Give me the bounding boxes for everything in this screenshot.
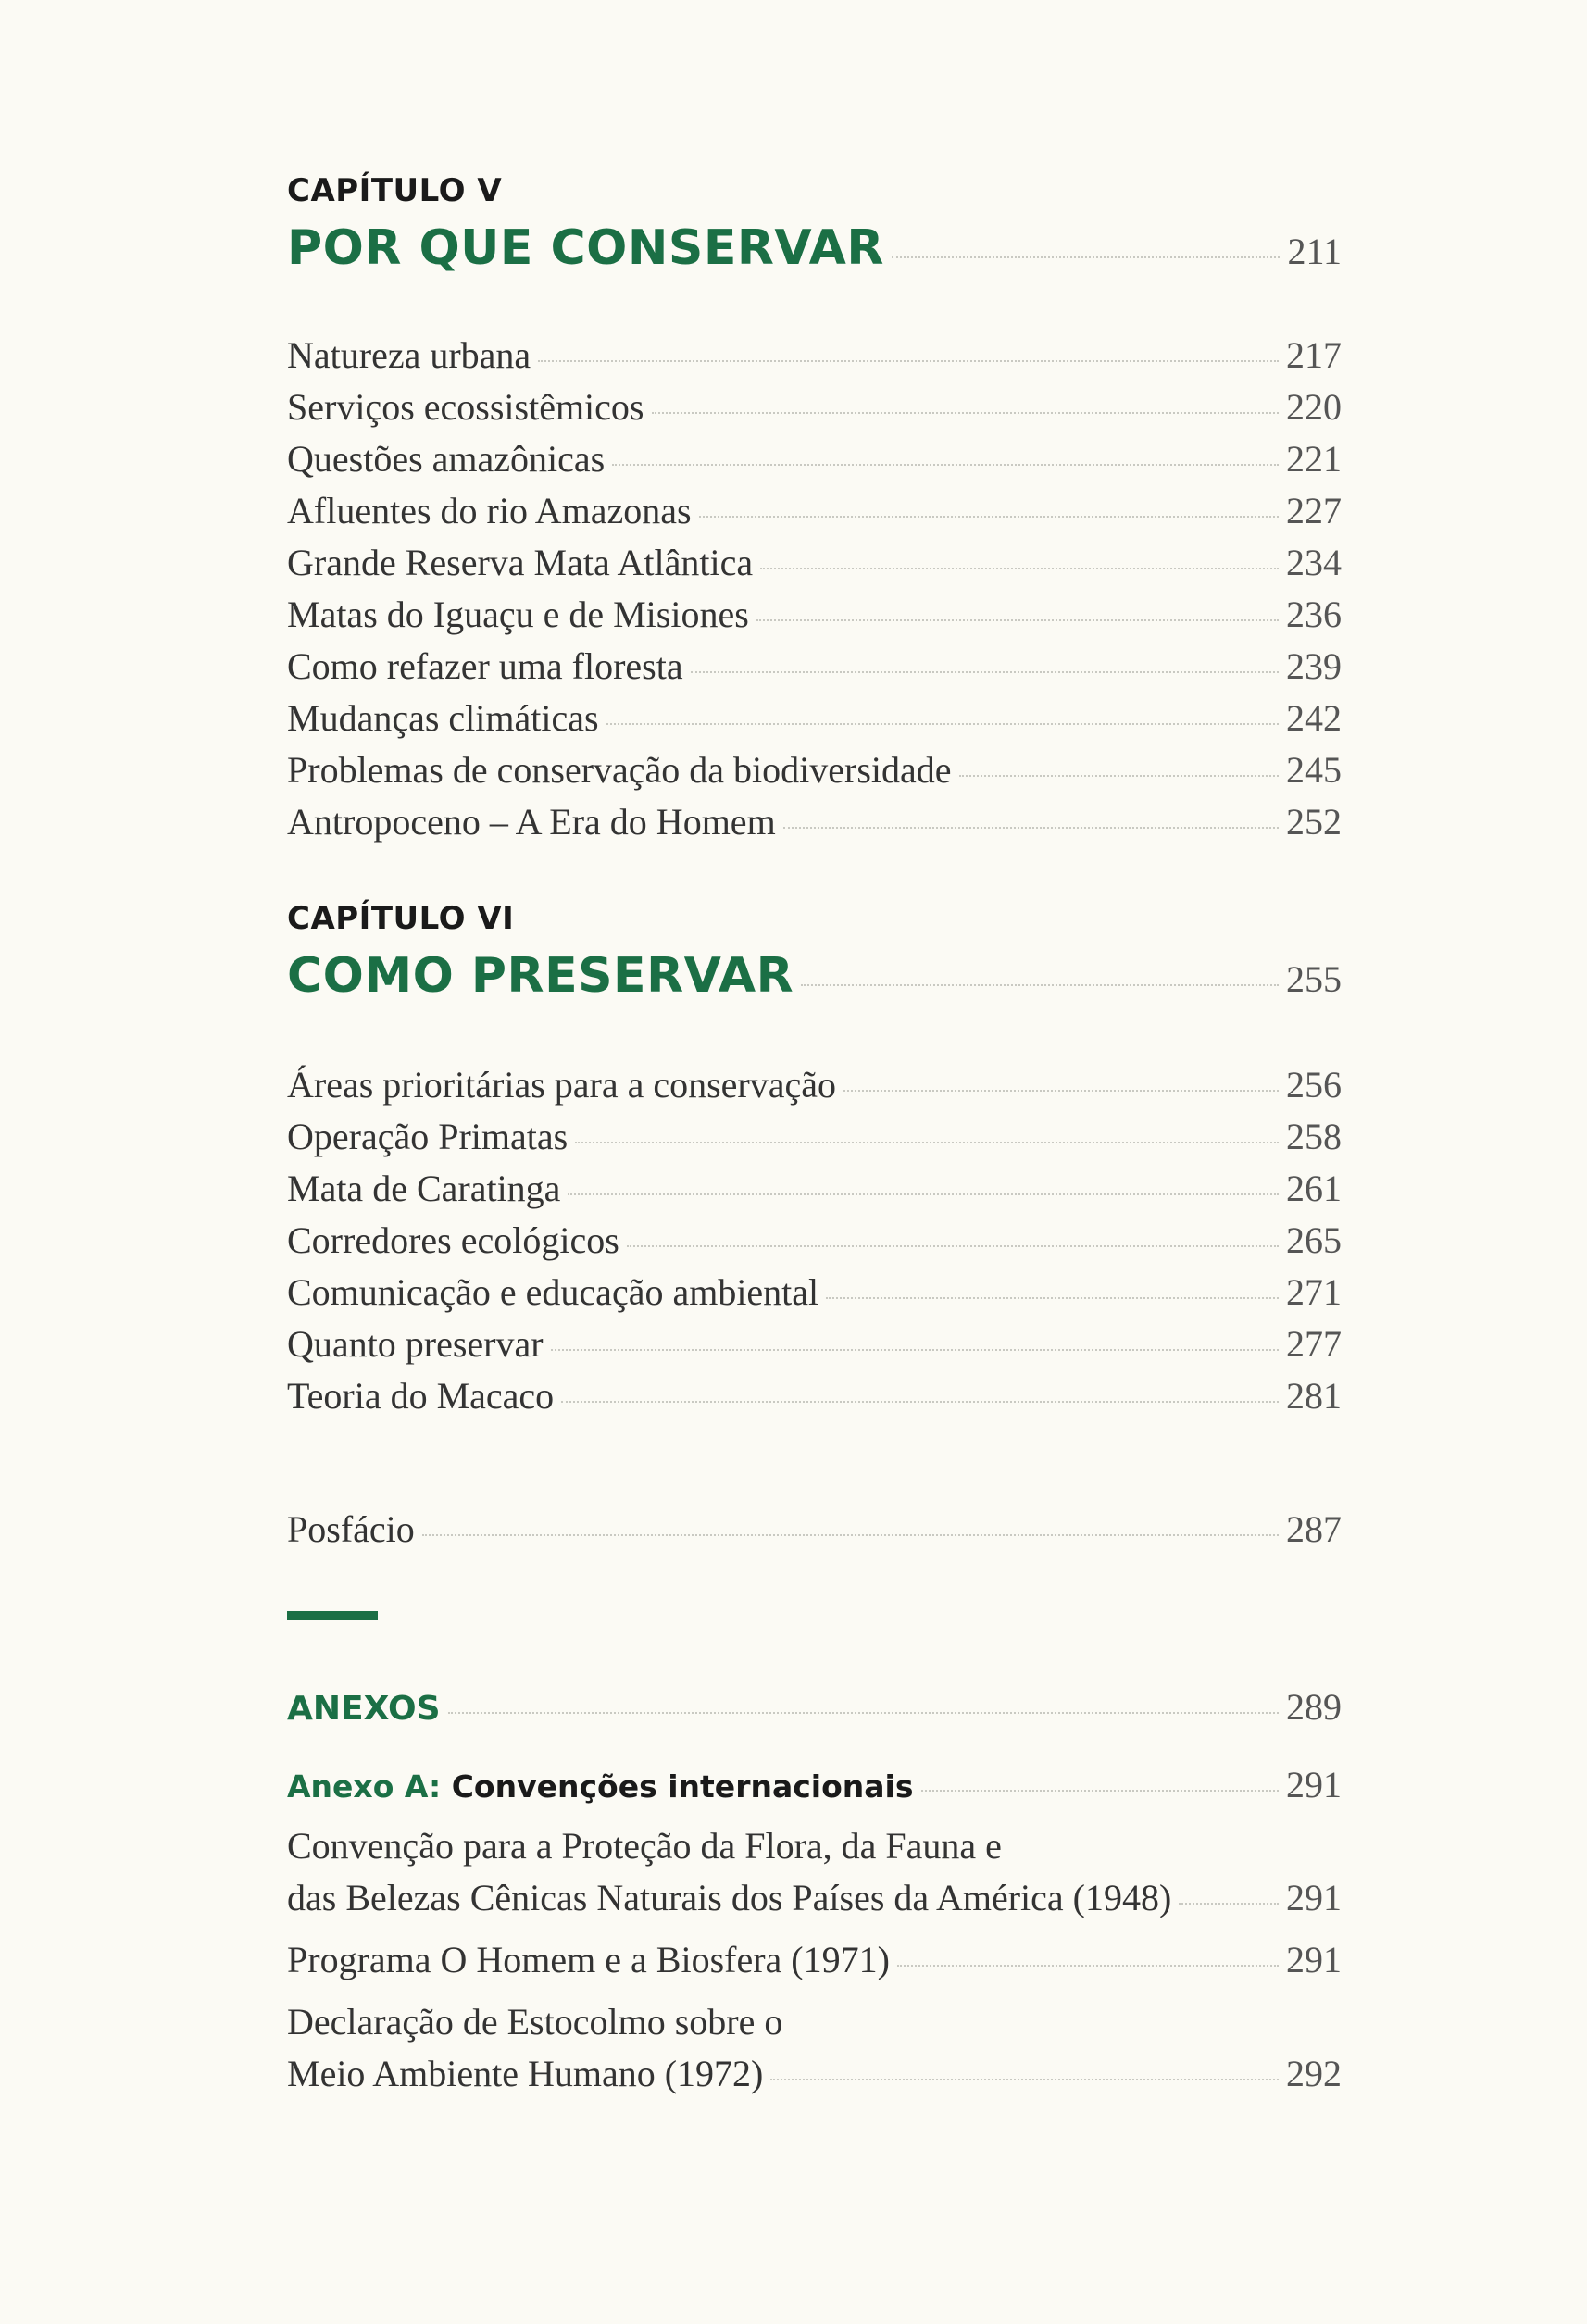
dot-leader xyxy=(448,1712,1279,1714)
entry-page: 261 xyxy=(1286,1168,1342,1209)
chapter-6-heading[interactable] xyxy=(287,948,1342,1004)
entry-title: Mudanças climáticas xyxy=(287,697,599,739)
dot-leader xyxy=(691,671,1279,673)
dot-leader xyxy=(959,775,1279,777)
toc-entry[interactable] xyxy=(287,489,1342,532)
anexos-title: ANEXOS xyxy=(287,1690,441,1728)
entry-title: Afluentes do rio Amazonas xyxy=(287,490,692,531)
entry-title: Problemas de conservação da biodiversidade xyxy=(287,749,952,791)
entry-page: 281 xyxy=(1286,1375,1342,1417)
annex-a-title: Convenções internacionais xyxy=(451,1768,914,1805)
entry-page: 236 xyxy=(1286,593,1342,635)
entry-page: 227 xyxy=(1286,490,1342,531)
toc-entry[interactable] xyxy=(287,696,1342,740)
dot-leader xyxy=(568,1193,1279,1195)
entry-page: 239 xyxy=(1286,645,1342,687)
toc-entry[interactable] xyxy=(287,800,1342,843)
annex-a-heading[interactable] xyxy=(287,1763,1342,1806)
dot-leader xyxy=(801,984,1279,986)
entry-title: Como refazer uma floresta xyxy=(287,645,683,687)
toc-entry[interactable] xyxy=(287,385,1342,429)
toc-entry[interactable] xyxy=(287,1270,1342,1314)
toc-entry[interactable] xyxy=(287,1374,1342,1418)
chapter-6-title: COMO PRESERVAR xyxy=(287,948,794,1004)
toc-entry[interactable] xyxy=(287,541,1342,584)
dot-leader xyxy=(627,1245,1279,1247)
entry-page: 271 xyxy=(1286,1271,1342,1313)
toc-entry[interactable] xyxy=(287,644,1342,688)
entry-title: Antropoceno – A Era do Homem xyxy=(287,801,776,843)
toc-entry[interactable] xyxy=(287,1063,1342,1106)
entry-title: Questões amazônicas xyxy=(287,438,606,480)
entry-page: 221 xyxy=(1286,438,1342,480)
toc-entry[interactable] xyxy=(287,1322,1342,1366)
posfacio-page: 287 xyxy=(1286,1508,1342,1550)
annex-item-line1: Convenção para a Proteção da Flora, da Fauna e xyxy=(287,1825,1002,1867)
entry-page: 258 xyxy=(1286,1116,1342,1157)
entry-title: Áreas prioritárias para a conservação xyxy=(287,1064,837,1106)
entry-page: 265 xyxy=(1286,1219,1342,1261)
dot-leader xyxy=(538,360,1279,362)
toc-entry[interactable] xyxy=(287,593,1342,636)
annex-item-page: 292 xyxy=(1286,2053,1342,2094)
dot-leader xyxy=(892,256,1281,258)
dot-leader xyxy=(770,2079,1279,2080)
annex-item-title: Programa O Homem e a Biosfera (1971) xyxy=(287,1939,890,1980)
chapter-5-heading[interactable] xyxy=(287,220,1342,276)
dot-leader xyxy=(606,723,1279,725)
chapter-6-label: CAPÍTULO VI xyxy=(287,900,515,937)
entry-title: Quanto preservar xyxy=(287,1323,544,1365)
entry-page: 242 xyxy=(1286,697,1342,739)
toc-entry[interactable] xyxy=(287,1167,1342,1210)
annex-item[interactable] xyxy=(287,1876,1342,1919)
toc-entry[interactable] xyxy=(287,748,1342,792)
chapter-5-page: 211 xyxy=(1287,231,1342,272)
entry-title: Operação Primatas xyxy=(287,1116,569,1157)
annex-item-line1: Declaração de Estocolmo sobre o xyxy=(287,2001,783,2043)
toc-entry[interactable] xyxy=(287,1218,1342,1262)
entry-page: 217 xyxy=(1286,334,1342,376)
entry-page: 234 xyxy=(1286,542,1342,583)
chapter-6-page: 255 xyxy=(1286,958,1342,1000)
entry-title: Serviços ecossistêmicos xyxy=(287,386,644,428)
dot-leader xyxy=(760,568,1279,569)
entry-title: Grande Reserva Mata Atlântica xyxy=(287,542,754,583)
toc-entry[interactable] xyxy=(287,437,1342,481)
entry-page: 245 xyxy=(1286,749,1342,791)
annex-item-line2: Meio Ambiente Humano (1972) xyxy=(287,2053,764,2094)
entry-title: Teoria do Macaco xyxy=(287,1375,555,1417)
dot-leader xyxy=(699,516,1279,518)
dot-leader xyxy=(756,619,1279,621)
toc-entry[interactable] xyxy=(287,1115,1342,1158)
dot-leader xyxy=(652,412,1280,414)
dot-leader xyxy=(1179,1903,1279,1905)
annex-item-page: 291 xyxy=(1286,1877,1342,1918)
dot-leader xyxy=(826,1297,1279,1299)
dot-leader xyxy=(575,1142,1279,1143)
annex-a-title-wrap xyxy=(287,1768,914,1805)
annex-a-page: 291 xyxy=(1286,1764,1342,1805)
section-divider xyxy=(287,1611,378,1620)
dot-leader xyxy=(561,1401,1279,1403)
dot-leader xyxy=(843,1090,1279,1092)
annex-item[interactable] xyxy=(287,2052,1342,2095)
posfacio-entry[interactable] xyxy=(287,1507,1342,1551)
posfacio-title: Posfácio xyxy=(287,1508,415,1550)
entry-page: 277 xyxy=(1286,1323,1342,1365)
chapter-5-title: POR QUE CONSERVAR xyxy=(287,220,884,276)
entry-title: Matas do Iguaçu e de Misiones xyxy=(287,593,749,635)
dot-leader xyxy=(921,1790,1280,1792)
toc-entry[interactable] xyxy=(287,333,1342,377)
entry-title: Mata de Caratinga xyxy=(287,1168,561,1209)
entry-title: Comunicação e educação ambiental xyxy=(287,1271,819,1313)
anexos-page: 289 xyxy=(1286,1686,1342,1728)
entry-title: Natureza urbana xyxy=(287,334,531,376)
annex-item-page: 291 xyxy=(1286,1939,1342,1980)
entry-page: 252 xyxy=(1286,801,1342,843)
anexos-heading[interactable] xyxy=(287,1685,1342,1729)
dot-leader xyxy=(551,1349,1279,1351)
dot-leader xyxy=(783,827,1279,829)
entry-page: 256 xyxy=(1286,1064,1342,1106)
annex-a-prefix: Anexo A: xyxy=(287,1768,442,1805)
dot-leader xyxy=(897,1965,1279,1967)
entry-page: 220 xyxy=(1286,386,1342,428)
entry-title: Corredores ecológicos xyxy=(287,1219,619,1261)
dot-leader xyxy=(422,1534,1279,1536)
annex-item[interactable] xyxy=(287,1938,1342,1981)
annex-item-line2: das Belezas Cênicas Naturais dos Países da América (1948) xyxy=(287,1877,1172,1918)
chapter-5-label: CAPÍTULO V xyxy=(287,172,503,209)
dot-leader xyxy=(612,464,1279,466)
